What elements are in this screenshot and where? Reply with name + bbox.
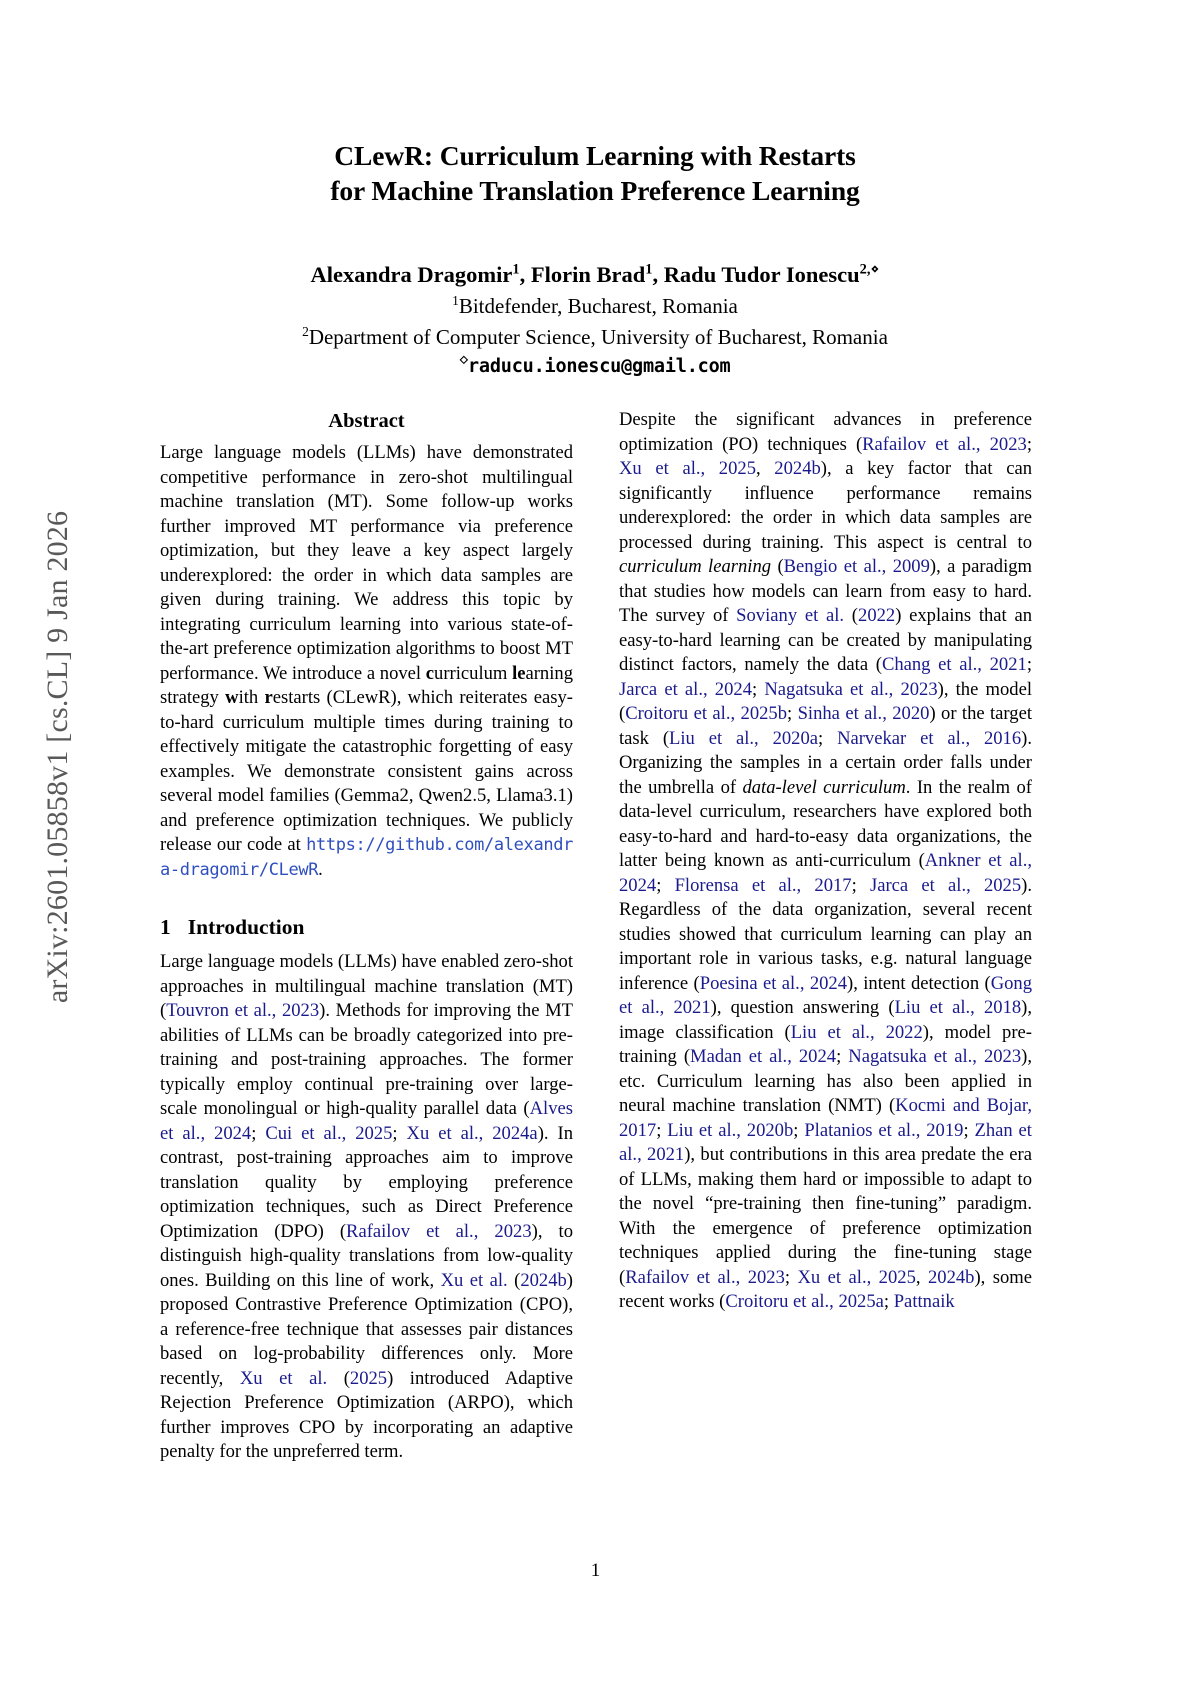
author-list: [160, 260, 1030, 379]
p2-text-f: ) explains that an easy-to-hard learning can be created by manipulating distinct factors, namely the data (: [619, 605, 1032, 675]
p1-text-c: ). In contrast, post-training approaches aim to improve translation quality by employing preference optimization techniques, such as Direct Preference Optimization (DPO) (: [160, 1122, 573, 1242]
p2-text-m: ), question answering (: [710, 997, 895, 1018]
p1-sep-1: ;: [251, 1122, 266, 1144]
p1-text-a: Large language models (LLMs) have enabled zero-shot approaches in multilingual machine translation (MT) (: [160, 951, 573, 1022]
author-name-1: Alexandra Dragomir: [310, 262, 513, 288]
affiliation-marker-1: 1: [452, 293, 459, 309]
citation-touvron-2023[interactable]: Touvron et al., 2023: [166, 1000, 320, 1022]
citation-croitoru-2025a[interactable]: Croitoru et al., 2025a: [725, 1291, 884, 1312]
citation-pattnaik[interactable]: Pattnaik: [893, 1291, 955, 1312]
p2-sep-11: ;: [793, 1119, 805, 1141]
abstract-body: [160, 441, 573, 882]
affiliation-1: [160, 292, 1030, 321]
emphasis-data-level-curriculum: data-level curriculum: [742, 776, 906, 798]
abstract-text-1: Large language models (LLMs) have demonstrated competitive performance in zero-shot multilingual machine translation (MT). Some follow-up works further improved MT performance via preference optimization, but they leave a key aspect largely underexplored: the order in which data samples are given during training. We address this topic by integrating curriculum learning into various state-of-the-art preference optimization algorithms to boost MT performance. We introduce a novel: [160, 442, 573, 684]
citation-2025[interactable]: 2025: [349, 1367, 388, 1389]
p1-text-d: ), to distinguish high-quality translations from low-quality ones. Building on this line of work,: [160, 1220, 574, 1291]
citation-nagatsuka-2023-b[interactable]: Nagatsuka et al., 2023: [848, 1046, 1022, 1067]
citation-rafailov-2023[interactable]: Rafailov et al., 2023: [346, 1220, 532, 1242]
citation-croitoru-2025b[interactable]: Croitoru et al., 2025b: [625, 703, 788, 724]
citation-cui-2025[interactable]: Cui et al., 2025: [265, 1122, 393, 1144]
p2-text-q: ), but contributions in this area predate the era of LLMs, making them hard or impossible to adapt to the novel “pre-training then fine-tuning” paradigm. With the emergence of preference optimization techniques applied during the fine-tuning stage (: [619, 1144, 1032, 1288]
p1-text-e: (: [507, 1269, 521, 1291]
citation-rafailov-2023-c[interactable]: Rafailov et al., 2023: [625, 1266, 785, 1288]
p1-text-f: ) proposed Contrastive Preference Optimization (CPO), a reference-free technique that assesses pair distances based on log-probability differences only. More recently,: [160, 1269, 573, 1389]
citation-alves-2024[interactable]: Alves et al., 2024: [160, 1098, 573, 1144]
citation-sinha-2020[interactable]: Sinha et al., 2020: [797, 703, 930, 724]
left-column: [160, 408, 573, 1518]
abstract-emph-w: w: [225, 687, 239, 709]
p1-text-b: ). Methods for improving the MT abilities of LLMs can be broadly categorized into pre-training and post-training approaches. The former typically employ continual pre-training over large-scale monolingual or high-quality parallel data (: [160, 1000, 573, 1120]
author-affil-marker-2: 1: [645, 261, 653, 278]
citation-2024b-c[interactable]: 2024b: [927, 1266, 975, 1288]
abstract-text-4: ith: [238, 687, 265, 709]
p2-text-n: ), image classification (: [619, 997, 1033, 1043]
abstract-emph-le: le: [512, 662, 526, 684]
p2-text-d: ), a paradigm that studies how models can learn from easy to hard. The survey of: [619, 556, 1033, 626]
citation-ankner-2024[interactable]: Ankner et al., 2024: [619, 850, 1032, 896]
p2-sep-6: ;: [818, 727, 838, 749]
p2-text-h: ) or the target task (: [619, 703, 1032, 749]
p2-sep-10: ;: [656, 1119, 668, 1141]
arxiv-stamp: arXiv:2601.05858v1 [cs.CL] 9 Jan 2026: [41, 510, 74, 1004]
title-line-2: for Machine Translation Preference Learning: [330, 175, 860, 207]
abstract-text-3: arning strategy: [160, 662, 573, 709]
p2-sep-3: ;: [1026, 654, 1032, 675]
affiliation-marker-2: 2: [302, 324, 309, 340]
p1-sep-2: ;: [392, 1122, 407, 1144]
citation-2024b[interactable]: 2024b: [520, 1269, 567, 1291]
p2-text-a: Despite the significant advances in preference optimization (PO) techniques (: [619, 409, 1032, 455]
right-column: [619, 408, 1032, 1518]
p2-sep-8: ;: [851, 874, 870, 896]
affiliation-text-2: Department of Computer Science, University of Bucharest, Romania: [308, 325, 888, 350]
p2-text-c: (: [771, 556, 784, 577]
p1-text-h: ) introduced Adaptive Rejection Preference Optimization (ARPO), which further improves CPO by incorporating an adaptive penalty for the unpreferred term.: [160, 1367, 573, 1463]
abstract-paragraph: [160, 441, 573, 882]
citation-gong-2021[interactable]: Gong et al., 2021: [619, 972, 1033, 1018]
citation-xu-2024a[interactable]: Xu et al., 2024a: [406, 1122, 538, 1144]
citation-xu-2025-b[interactable]: Xu et al., 2025: [797, 1266, 916, 1288]
citation-liu-2020a[interactable]: Liu et al., 2020a: [669, 727, 819, 749]
citation-platanios-2019[interactable]: Platanios et al., 2019: [804, 1119, 964, 1141]
p2-sep-2: ,: [756, 458, 775, 479]
p2-sep-9: ;: [836, 1046, 849, 1067]
author-name-2: Florin Brad: [530, 262, 646, 288]
emphasis-curriculum-learning: curriculum learning: [619, 556, 772, 577]
title-line-1: CLewR: Curriculum Learning with Restarts: [334, 140, 856, 171]
author-affil-marker-1: 1: [512, 261, 520, 278]
email-marker: ⋄: [459, 352, 468, 369]
citation-liu-2020b[interactable]: Liu et al., 2020b: [667, 1119, 794, 1141]
intro-paragraph-2: [619, 408, 1032, 1315]
p2-sep-15: ;: [883, 1291, 894, 1312]
author-separator-1: ,: [519, 262, 531, 288]
citation-2022[interactable]: 2022: [858, 605, 896, 626]
p2-text-p: ), etc. Curriculum learning has also been applied in neural machine translation (NMT) (: [619, 1046, 1032, 1116]
abstract-text-2: urriculum: [434, 662, 513, 684]
abstract-emph-r: r: [264, 687, 273, 709]
author-affil-marker-3: 2,⋄: [859, 261, 880, 278]
author-separator-2: ,: [652, 262, 664, 288]
citation-zhan-2021[interactable]: Zhan et al., 2021: [619, 1119, 1032, 1165]
citation-liu-2022[interactable]: Liu et al., 2022: [790, 1021, 923, 1043]
p2-text-i: ). Organizing the samples in a certain order falls under the umbrella of: [619, 727, 1032, 798]
abstract-heading: Abstract: [328, 410, 405, 432]
p2-sep-14: ,: [915, 1266, 928, 1288]
page-title: [160, 138, 1030, 208]
affiliation-2: [160, 323, 1030, 352]
citation-florensa-2017[interactable]: Florensa et al., 2017: [674, 874, 852, 896]
citation-narvekar-2016[interactable]: Narvekar et al., 2016: [837, 727, 1022, 749]
abstract-text-5: estarts (CLewR), which reiterates easy-to-hard curriculum multiple times during training to effectively mitigate the catastrophic forgetting of easy examples. We demonstrate consistent gains across several model families (Gemma2, Qwen2.5, Llama3.1) and preference optimization techniques. We publicly release our code at: [160, 687, 573, 856]
p2-text-r: ), some recent works (: [619, 1266, 1032, 1312]
citation-soviany-etal[interactable]: Soviany et al.: [736, 605, 845, 626]
title-block: [160, 138, 1030, 379]
abstract-text-6: .: [318, 858, 323, 880]
abstract-emph-c: c: [425, 662, 435, 684]
section-title: Introduction: [187, 915, 305, 940]
citation-kocmi-bojar-2017[interactable]: Kocmi and Bojar, 2017: [619, 1095, 1032, 1141]
p2-text-l: ), intent detection (: [847, 972, 991, 994]
author-name-3: Radu Tudor Ionescu: [663, 262, 860, 288]
citation-2024b-b[interactable]: 2024b: [774, 458, 821, 479]
section-number: 1: [160, 915, 171, 940]
affiliation-text-1: Bitdefender, Bucharest, Romania: [458, 294, 738, 319]
p2-sep-4: ;: [752, 678, 765, 700]
p2-text-j: . In the realm of data-level curriculum, researchers have explored both easy-to-hard and hard-to-easy data organizations, the latter being known as anti-curriculum (: [619, 776, 1032, 871]
citation-xu-2025[interactable]: Xu et al., 2025: [619, 458, 756, 479]
citation-madan-2024[interactable]: Madan et al., 2024: [690, 1046, 837, 1067]
p2-text-b: ), a key factor that can significantly influence performance remains underexplored: the order in which data samples are processed during training. This aspect is central to: [619, 458, 1032, 553]
citation-poesina-2024[interactable]: Poesina et al., 2024: [699, 972, 848, 994]
intro-paragraph-1: [160, 950, 573, 1465]
p2-text-g: ), the model (: [619, 678, 1032, 724]
p2-text-k: ). Regardless of the data organization, several recent studies showed that curriculum learning can play an important role in various tasks, e.g. natural language inference (: [619, 874, 1032, 994]
citation-chang-2021[interactable]: Chang et al., 2021: [881, 654, 1027, 675]
p2-sep-7: ;: [656, 874, 675, 896]
p2-text-o: ), model pre-training (: [619, 1021, 1032, 1067]
p1-text-g: (: [327, 1367, 350, 1389]
citation-jarca-2024[interactable]: Jarca et al., 2024: [619, 678, 752, 700]
code-repository-link[interactable]: https://github.com/alexandra-dragomir/CLewR: [160, 835, 573, 880]
p2-text-e: (: [844, 605, 859, 626]
citation-liu-2018[interactable]: Liu et al., 2018: [894, 997, 1022, 1018]
email-text: raducu.ionescu@gmail.com: [467, 356, 731, 377]
citation-bengio-2009[interactable]: Bengio et al., 2009: [783, 556, 930, 577]
citation-jarca-2025[interactable]: Jarca et al., 2025: [869, 874, 1022, 896]
contact-email: [160, 352, 1030, 379]
citation-xu-etal[interactable]: Xu et al.: [440, 1269, 508, 1291]
p2-sep-13: ;: [784, 1266, 798, 1288]
p2-sep-1: ;: [1026, 433, 1032, 455]
author-names-line: [160, 260, 1030, 290]
page-number: 1: [590, 1560, 601, 1581]
citation-rafailov-2023-b[interactable]: Rafailov et al., 2023: [862, 433, 1027, 455]
p2-sep-5: ;: [787, 703, 798, 724]
body-columns: [160, 408, 1032, 1518]
section-heading-introduction: [160, 913, 573, 941]
p2-sep-12: ;: [963, 1119, 975, 1141]
citation-xu-etal-2[interactable]: Xu et al.: [239, 1367, 328, 1389]
citation-nagatsuka-2023[interactable]: Nagatsuka et al., 2023: [764, 678, 938, 700]
